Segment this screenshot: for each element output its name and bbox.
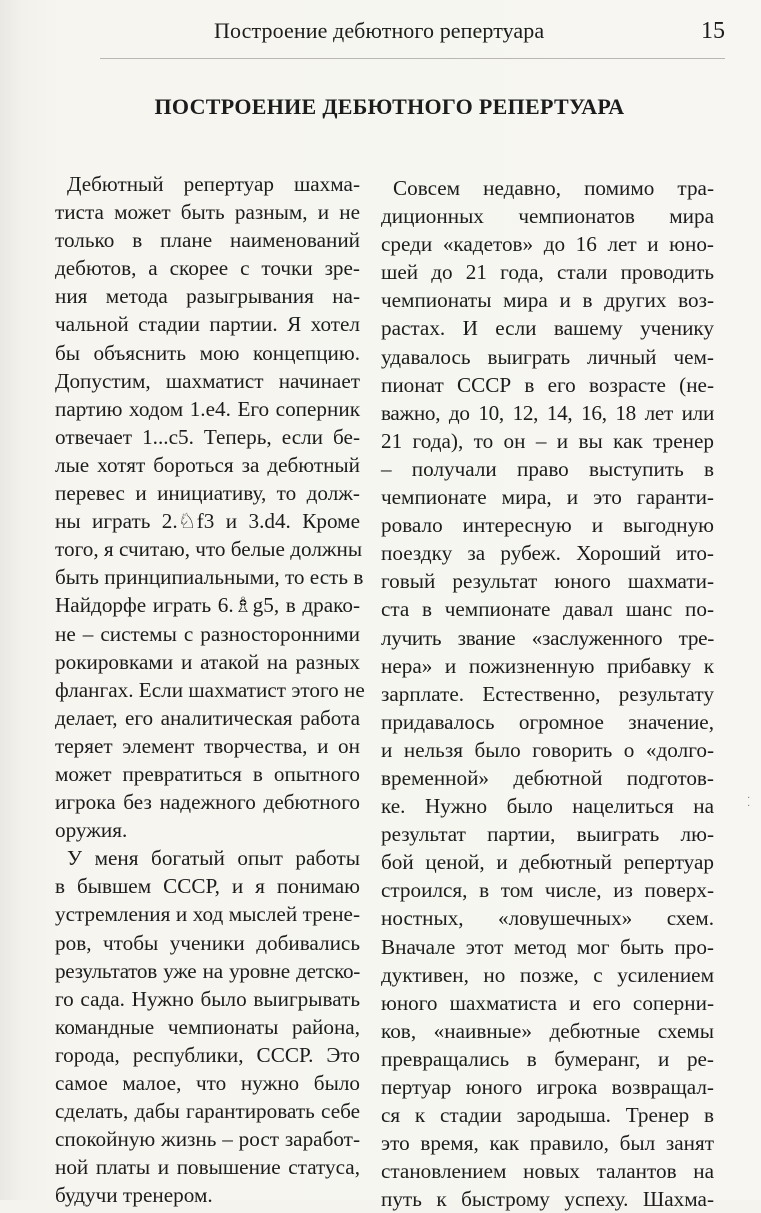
margin-specks: · · <box>747 793 751 812</box>
text-line: и нельзя было говорить о «долго- <box>381 737 714 762</box>
text-line: удавалось выиграть личный чем- <box>381 344 714 369</box>
text-line: чемпионаты мира и в других воз- <box>381 288 714 313</box>
text-line: Вначале этот метод мог быть про- <box>381 934 714 959</box>
text-line: отвечает 1...c5. Теперь, если бе- <box>55 424 360 449</box>
text-line: спокойную жизнь – рост заработ- <box>55 1127 360 1152</box>
text-line: – получали право выступить в <box>381 456 714 481</box>
text-line: города, республики, СССР. Это <box>55 1042 360 1067</box>
text-line: пионат СССР в его возрасте (не- <box>381 372 714 397</box>
text-line: ров, чтобы ученики добивались <box>55 930 360 955</box>
text-line: временной» дебютной подготов- <box>381 765 714 790</box>
text-line: может превратиться в опытного <box>55 761 360 786</box>
text-line: самое малое, что нужно было <box>55 1071 360 1095</box>
text-line: не – системы с разносторонними <box>55 621 360 646</box>
text-line: тиста может быть разным, и не <box>55 200 360 225</box>
text-line: превращались в бумеранг, и ре- <box>381 1046 714 1071</box>
text-line: лые хотят бороться за дебютный <box>55 452 360 477</box>
text-line: игрока без надежного дебютного <box>55 790 360 815</box>
running-title: Построение дебютного репертуара <box>214 18 545 43</box>
right-column <box>381 174 714 1213</box>
text-line: шей до 21 года, стали проводить <box>381 260 714 285</box>
text-line: говый результат юного шахмати- <box>381 569 714 594</box>
text-line: теряет элемент творчества, и он <box>55 733 360 758</box>
text-line: Найдорфе играть 6.♗g5, в драко- <box>55 593 360 618</box>
text-line: юного шахматиста и его соперни- <box>381 990 714 1015</box>
chapter-title: ПОСТРОЕНИЕ ДЕБЮТНОГО РЕПЕРТУАРА <box>154 94 625 119</box>
text-line: того, я считаю, что белые должны <box>55 537 363 562</box>
text-line: рокировками и атакой на разных <box>55 649 360 674</box>
left-column <box>55 170 365 1209</box>
text-line: го сада. Нужно было выигрывать <box>55 986 360 1011</box>
text-line: ровало интересную и выгодную <box>381 513 714 538</box>
text-line: строился, в том числе, из поверх- <box>381 878 714 903</box>
text-line: ной платы и повышение статуса, <box>55 1155 360 1180</box>
text-line: командные чемпионаты района, <box>55 1014 360 1039</box>
header-rule <box>100 58 725 59</box>
text-line: нера» и пожизненную прибавку к <box>381 653 714 678</box>
text-line: пертуар юного игрока возвращал- <box>381 1075 714 1099</box>
text-line: среди «кадетов» до 16 лет и юно- <box>381 232 714 257</box>
text-line: результатов уже на уровне детско- <box>55 958 360 983</box>
text-line: лучить звание «заслуженного тре- <box>381 625 714 650</box>
text-line: бой ценой, и дебютный репертуар <box>381 850 714 875</box>
text-line: оружия. <box>55 818 128 843</box>
text-line: партию ходом 1.e4. Его соперник <box>55 396 360 421</box>
text-line: результат партии, выиграть лю- <box>381 822 714 847</box>
text-line: путь к быстрому успеху. Шахма- <box>381 1187 714 1212</box>
running-header <box>100 18 725 52</box>
text-line: ке. Нужно было нацелиться на <box>381 794 714 819</box>
text-line: поездку за рубеж. Хороший ито- <box>381 541 714 566</box>
page-number: 15 <box>701 18 725 44</box>
text-line: 21 года), то он – и вы как тренер <box>381 428 714 453</box>
text-line: быть принципиальными, то есть в <box>55 565 364 590</box>
text-line: диционных чемпионатов мира <box>381 204 714 229</box>
text-line: будучи тренером. <box>55 1183 213 1208</box>
text-line: Совсем недавно, помимо тра- <box>393 176 714 200</box>
text-line: это время, как правило, был занят <box>381 1131 714 1156</box>
text-line: Допустим, шахматист начинает <box>55 368 360 393</box>
text-line: ста в чемпионате давал шанс по- <box>381 597 714 622</box>
text-line: дуктивен, но позже, с усилением <box>381 962 714 987</box>
text-line: делает, его аналитическая работа <box>55 705 360 730</box>
text-line: дебютов, а скорее с точки зре- <box>55 256 360 281</box>
text-line: зарплате. Естественно, результату <box>381 681 714 706</box>
text-line: ся к стадии зародыша. Тренер в <box>381 1103 714 1128</box>
text-line: У меня богатый опыт работы <box>67 846 360 871</box>
text-line: в бывшем СССР, и я понимаю <box>55 874 360 899</box>
text-line: чальной стадии партии. Я хотел <box>55 312 360 337</box>
text-line: перевес и инициативу, то долж- <box>55 481 360 506</box>
text-line: ны играть 2.♘f3 и 3.d4. Кроме <box>55 509 360 534</box>
text-line: становлением новых талантов на <box>381 1159 714 1184</box>
text-line: придавалось огромное значение, <box>381 709 714 734</box>
text-line: бы объяснить мою концепцию. <box>55 340 360 365</box>
text-line: сделать, дабы гарантировать себе <box>55 1099 360 1124</box>
text-line: ния метода разыгрывания на- <box>55 284 360 309</box>
text-line: только в плане наименований <box>55 228 360 253</box>
text-line: ков, «наивные» дебютные схемы <box>381 1018 714 1043</box>
text-line: устремления и ход мыслей трене- <box>55 902 360 927</box>
text-line: чемпионате мира, и это гаранти- <box>381 485 714 510</box>
text-line: флангах. Если шахматист этого не <box>55 677 365 702</box>
text-line: ностных, «ловушечных» схем. <box>381 906 714 931</box>
text-line: важно, до 10, 12, 14, 16, 18 лет или <box>381 400 714 425</box>
text-line: Дебютный репертуар шахма- <box>67 172 360 196</box>
text-line: растах. И если вашему ученику <box>381 316 714 341</box>
